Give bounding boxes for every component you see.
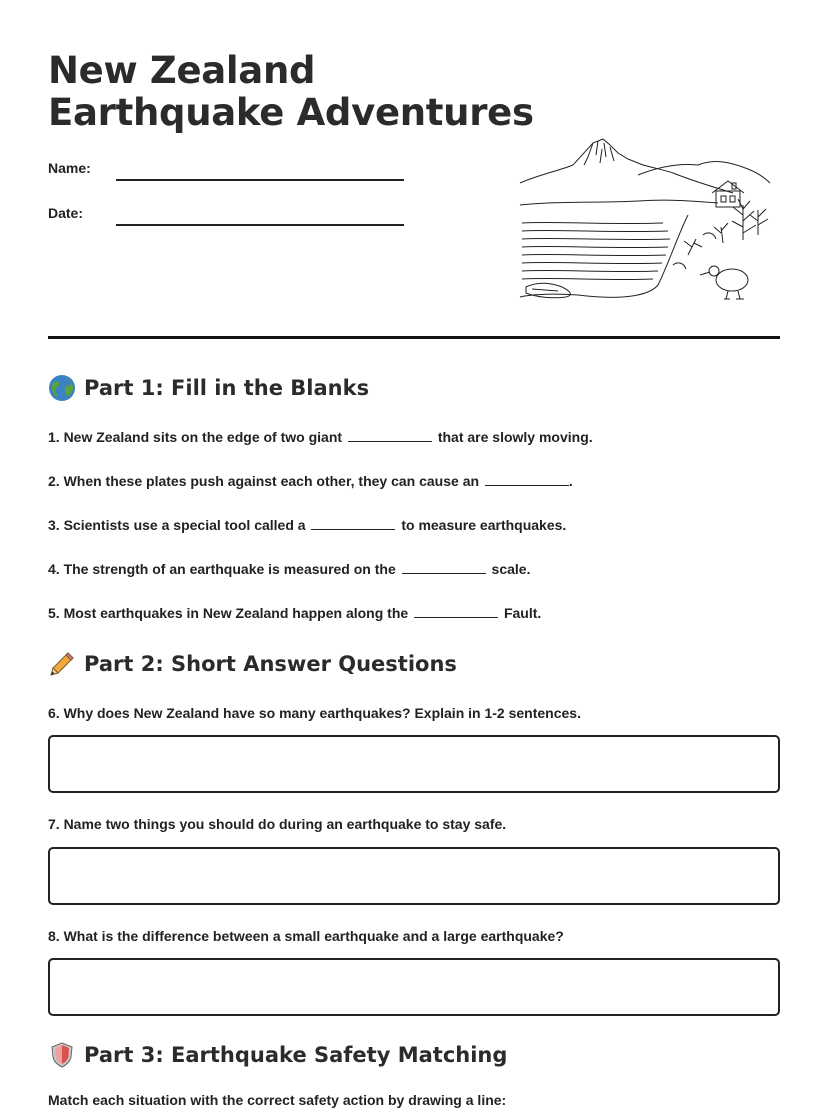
answer-box-8[interactable] bbox=[48, 958, 780, 1016]
question-4: 4. The strength of an earthquake is measured on the scale. bbox=[48, 561, 531, 577]
title-line-1: New Zealand bbox=[48, 49, 316, 92]
name-line[interactable] bbox=[116, 179, 404, 181]
part2-heading-text: Part 2: Short Answer Questions bbox=[84, 652, 457, 676]
nz-landscape-illustration bbox=[518, 135, 773, 310]
blank-4[interactable] bbox=[402, 562, 486, 574]
blank-2[interactable] bbox=[485, 474, 569, 486]
blank-3[interactable] bbox=[311, 518, 395, 530]
part3-heading-text: Part 3: Earthquake Safety Matching bbox=[84, 1043, 508, 1067]
question-7: 7. Name two things you should do during an earthquake to stay safe. bbox=[48, 816, 507, 832]
question-8: 8. What is the difference between a small earthquake and a large earthquake? bbox=[48, 928, 564, 944]
question-2: 2. When these plates push against each other, they can cause an . bbox=[48, 473, 573, 489]
blank-1[interactable] bbox=[348, 430, 432, 442]
question-1: 1. New Zealand sits on the edge of two giant that are slowly moving. bbox=[48, 429, 593, 445]
shield-icon bbox=[48, 1041, 76, 1069]
globe-icon bbox=[48, 374, 76, 402]
pencil-icon bbox=[48, 650, 76, 678]
part1-heading-text: Part 1: Fill in the Blanks bbox=[84, 376, 370, 400]
name-label: Name: bbox=[48, 160, 91, 176]
date-label: Date: bbox=[48, 205, 84, 221]
answer-box-7[interactable] bbox=[48, 847, 780, 905]
question-6: 6. Why does New Zealand have so many earthquakes? Explain in 1-2 sentences. bbox=[48, 705, 581, 721]
page-title bbox=[48, 50, 534, 134]
part1-heading bbox=[48, 374, 369, 402]
matching-instruction: Match each situation with the correct safety action by drawing a line: bbox=[48, 1092, 507, 1108]
part3-heading bbox=[48, 1041, 507, 1069]
blank-5[interactable] bbox=[414, 606, 498, 618]
question-5: 5. Most earthquakes in New Zealand happen along the Fault. bbox=[48, 605, 542, 621]
name-field[interactable] bbox=[48, 160, 91, 176]
header-divider bbox=[48, 336, 780, 339]
answer-box-6[interactable] bbox=[48, 735, 780, 793]
date-line[interactable] bbox=[116, 224, 404, 226]
title-line-2: Earthquake Adventures bbox=[48, 91, 534, 134]
part2-heading bbox=[48, 650, 457, 678]
question-3: 3. Scientists use a special tool called a to measure earthquakes. bbox=[48, 517, 567, 533]
date-field[interactable] bbox=[48, 205, 83, 221]
